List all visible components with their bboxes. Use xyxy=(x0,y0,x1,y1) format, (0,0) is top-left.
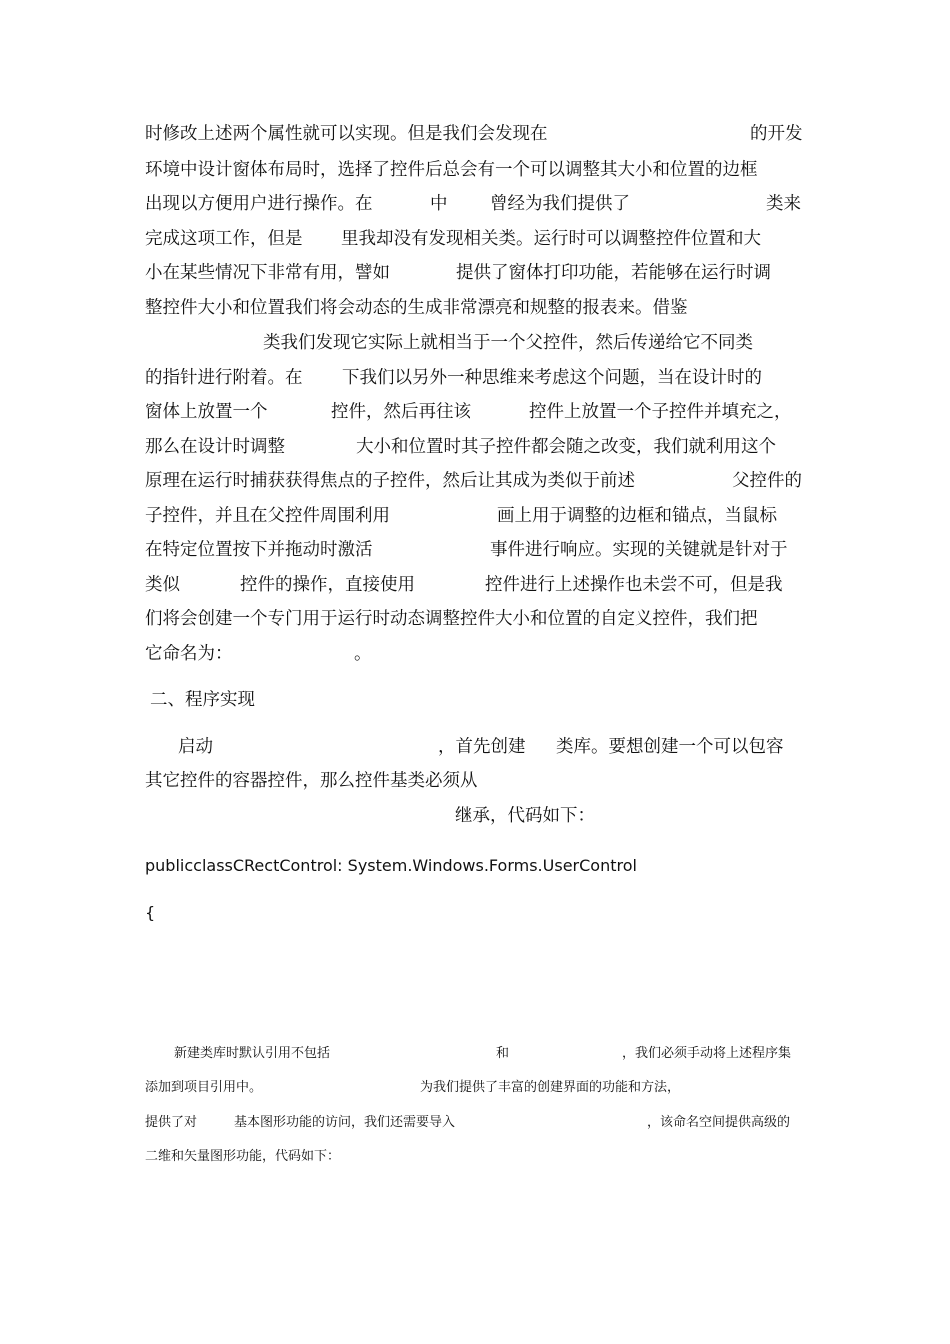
text-fragment: 控件，然后再往该 xyxy=(331,402,471,422)
text-fragment: 原理在运行时捕获获得焦点的子控件，然后让其成为类似于前述 xyxy=(145,471,635,491)
text-fragment: 类来 xyxy=(766,194,801,214)
text-fragment: 的指针进行附着。在 xyxy=(145,368,303,388)
text-fragment: 提供了窗体打印功能，若能够在运行时调 xyxy=(456,263,771,283)
text-fragment: 基本图形功能的访问，我们还需要导入 xyxy=(234,1115,456,1130)
text-fragment: 大小和位置时其子控件都会随之改变，我们就利用这个 xyxy=(356,437,776,457)
text-fragment: 为我们提供了丰富的创建界面的功能和方法， xyxy=(420,1080,681,1095)
text-fragment: 曾经为我们提供了 xyxy=(490,194,630,214)
text-fragment: 添加到项目引用中。 xyxy=(145,1080,263,1095)
text-fragment: 控件进行上述操作也未尝不可，但是我 xyxy=(485,575,783,595)
text-fragment: 新建类库时默认引用不包括 xyxy=(174,1046,331,1061)
text-fragment: 控件的操作，直接使用 xyxy=(240,575,415,595)
text-fragment: 二维和矢量图形功能，代码如下： xyxy=(145,1149,341,1164)
text-fragment: 中 xyxy=(430,194,448,214)
text-fragment: 继承，代码如下： xyxy=(455,806,595,826)
text-fragment: 类似 xyxy=(145,575,180,595)
text-fragment: 在特定位置按下并拖动时激活 xyxy=(145,540,373,560)
text-fragment: 时修改上述两个属性就可以实现。但是我们会发现在 xyxy=(145,124,548,144)
text-fragment: 启动 xyxy=(178,737,213,757)
text-fragment: 里我却没有发现相关类。运行时可以调整控件位置和大 xyxy=(341,229,761,249)
text-fragment: ，我们必须手动将上述程序集 xyxy=(622,1046,792,1061)
text-fragment: ，首先创建 xyxy=(438,737,526,757)
text-fragment: 其它控件的容器控件，那么控件基类必须从 xyxy=(145,771,478,791)
text-fragment: 整控件大小和位置我们将会动态的生成非常漂亮和规整的报表来。借鉴 xyxy=(145,298,688,318)
text-fragment: 环境中设计窗体布局时，选择了控件后总会有一个可以调整其大小和位置的边框 xyxy=(145,160,758,180)
text-fragment: 类我们发现它实际上就相当于一个父控件，然后传递给它不同类 xyxy=(263,333,753,353)
text-fragment: 提供了对 xyxy=(145,1115,198,1130)
text-fragment: 的开发 xyxy=(750,124,803,144)
text-fragment: 完成这项工作，但是 xyxy=(145,229,303,249)
heading-text: 二、程序实现 xyxy=(150,690,255,710)
text-fragment: 它命名为： xyxy=(145,644,233,664)
text-fragment: ，该命名空间提供高级的 xyxy=(647,1115,791,1130)
text-fragment: 和 xyxy=(496,1046,510,1061)
text-fragment: 下我们以另外一种思维来考虑这个问题，当在设计时的 xyxy=(342,368,762,388)
text-fragment: 父控件的 xyxy=(732,471,802,491)
text-fragment: 事件进行响应。实现的关键就是针对于 xyxy=(490,540,788,560)
text-fragment: 小在某些情况下非常有用，譬如 xyxy=(145,263,390,283)
code-text: { xyxy=(145,903,156,922)
code-text: publicclassCRectControl: System.Windows.Forms.UserControl xyxy=(145,856,637,875)
text-fragment: 类库。要想创建一个可以包容 xyxy=(556,737,784,757)
text-fragment: 。 xyxy=(354,644,372,664)
text-fragment: 那么在设计时调整 xyxy=(145,437,285,457)
text-fragment: 控件上放置一个子控件并填充之， xyxy=(529,402,792,422)
text-fragment: 画上用于调整的边框和锚点，当鼠标 xyxy=(497,506,777,526)
text-fragment: 窗体上放置一个 xyxy=(145,402,268,422)
text-fragment: 出现以方便用户进行操作。在 xyxy=(145,194,373,214)
text-fragment: 子控件，并且在父控件周围利用 xyxy=(145,506,390,526)
text-fragment: 们将会创建一个专门用于运行时动态调整控件大小和位置的自定义控件，我们把 xyxy=(145,609,758,629)
